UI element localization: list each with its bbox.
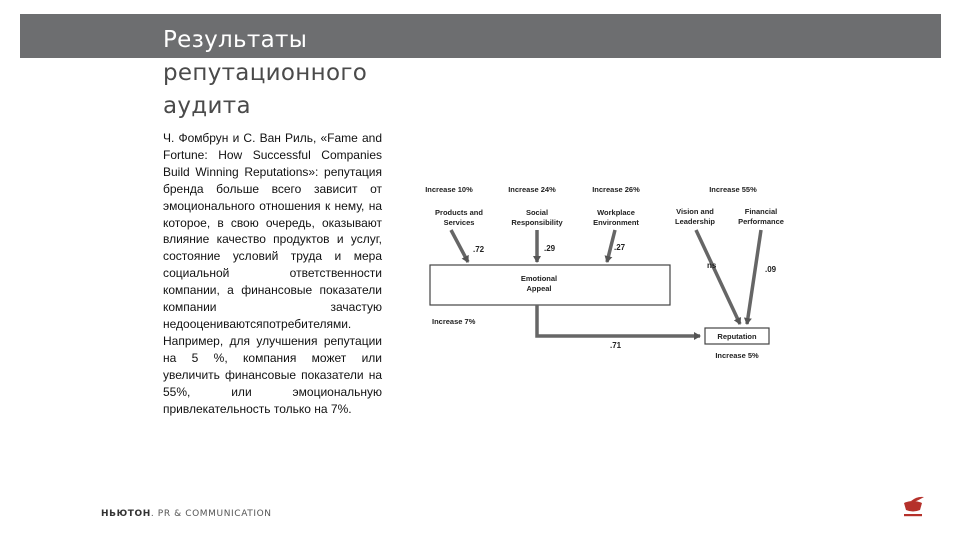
footer-brand	[101, 509, 272, 519]
title-line-3: аудита	[163, 93, 251, 119]
reputation-label: Reputation	[717, 332, 757, 341]
reputation-driver-diagram	[415, 178, 790, 368]
apple-logo-icon	[898, 494, 928, 518]
driver-financial-line1: Financial	[744, 207, 778, 216]
increase-label-financial: Increase 55%	[709, 185, 757, 194]
coef-social: .29	[544, 244, 556, 253]
increase-label-products: Increase 10%	[425, 185, 473, 194]
arrow-products-to-emotional	[451, 230, 468, 262]
emotional-appeal-line2: Appeal	[526, 284, 552, 293]
header-band	[20, 14, 941, 58]
increase-label-social: Increase 24%	[508, 185, 556, 194]
title-line-2: репутационного	[163, 60, 368, 86]
arrow-emotional-to-reputation	[537, 305, 700, 336]
arrow-vision-to-reputation	[696, 230, 740, 324]
driver-workplace-line1: Workplace	[597, 208, 635, 217]
footer-brand-name: НЬЮТОН	[101, 509, 151, 519]
emotional-increase-label: Increase 7%	[432, 317, 476, 326]
arrow-financial-to-reputation	[747, 230, 761, 324]
coef-financial: .09	[765, 265, 777, 274]
title-line-1: Результаты	[163, 27, 308, 53]
body-paragraph: Ч. Фомбрун и С. Ван Риль, «Fame and Fortune: How Successful Companies Build Winning Reputations»: репутация бренда больше всего зависит от эмоционального отношения к нему, на которое, в свою очередь, оказывают влияние качество продуктов и услуг, состояние условий труда и мера социальной ответственности компании, а финансовые показатели компании зачастую недооцениваютсяпотребителями. Например, для улучшения репутации на 5 %, компания может или увеличить финансовые показатели на 55%, или эмоциональную привлекательность только на 7%.	[163, 131, 382, 416]
reputation-increase-label: Increase 5%	[715, 351, 759, 360]
driver-social-line1: Social	[525, 208, 549, 217]
driver-products-line2: Services	[443, 218, 475, 227]
driver-vision-line2: Leadership	[674, 217, 716, 226]
driver-workplace-line2: Environment	[593, 218, 639, 227]
coef-emotional-to-reputation: .71	[610, 341, 622, 350]
driver-social-line2: Responsibility	[511, 218, 563, 227]
driver-financial-line2: Performance	[738, 217, 784, 226]
coef-workplace: .27	[614, 243, 626, 252]
driver-products-line1: Products and	[435, 208, 483, 217]
increase-label-workplace: Increase 26%	[592, 185, 640, 194]
emotional-appeal-line1: Emotional	[520, 274, 558, 283]
coef-vision: ns	[707, 261, 717, 270]
footer-tagline: . PR & COMMUNICATION	[150, 509, 272, 519]
page-title	[163, 24, 403, 123]
driver-vision-line1: Vision and	[676, 207, 714, 216]
coef-products: .72	[473, 245, 485, 254]
